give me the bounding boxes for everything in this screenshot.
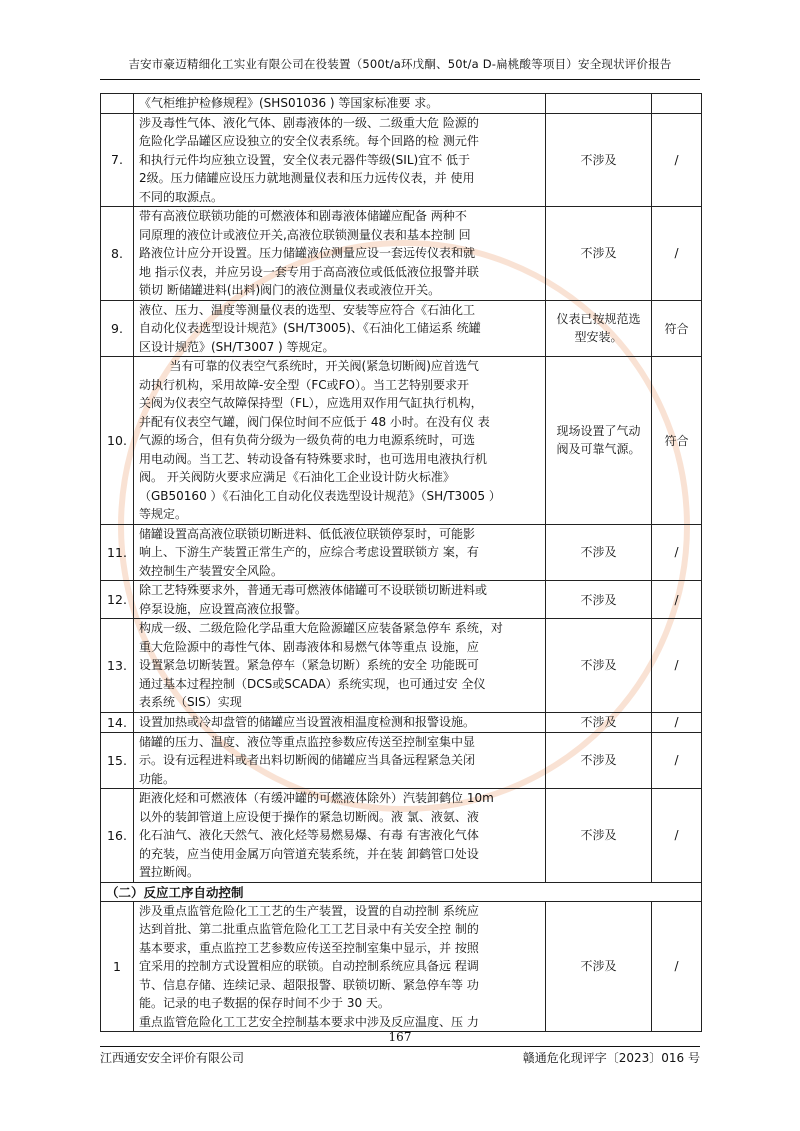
requirement-line: 地 指示仪表，并应另设一套专用于高高液位或低低液位报警并联 bbox=[139, 264, 479, 279]
evaluation-result: / bbox=[652, 113, 702, 207]
requirement-text bbox=[134, 300, 546, 357]
requirement-line: 重点监管危险化工工艺安全控制基本要求中涉及反应温度、压 力 bbox=[139, 1014, 479, 1029]
table-row bbox=[101, 113, 702, 207]
requirement-line: 液位、压力、温度等测量仪表的选型、安装等应符合《石油化工 bbox=[139, 302, 476, 317]
requirement-text bbox=[134, 619, 546, 713]
requirement-line: 《气柜维护检修规程》(SHS01036 ) 等国家标准要 求。 bbox=[139, 96, 439, 110]
item-number: 9. bbox=[101, 300, 134, 357]
footer-report-number: 赣通危化现评字〔2023〕016 号 bbox=[522, 1051, 700, 1065]
table-row bbox=[101, 712, 702, 732]
actual-status: 不涉及 bbox=[546, 732, 652, 789]
evaluation-result: / bbox=[652, 901, 702, 1032]
item-number: 1 bbox=[101, 901, 134, 1032]
requirement-line: 和执行元件均应独立设置，安全仪表元器件等级(SIL)宜不 低于 bbox=[139, 152, 471, 167]
actual-status: 不涉及 bbox=[546, 207, 652, 301]
requirement-line: 距液化烃和可燃液体（有缓冲罐的可燃液体除外）汽装卸鹤位 10m bbox=[139, 791, 494, 805]
requirement-text bbox=[134, 207, 546, 301]
evaluation-result: / bbox=[652, 789, 702, 883]
item-number: 8. bbox=[101, 207, 134, 301]
requirement-line: 达到首批、第二批重点监管危险化工工艺目录中有关安全控 制的 bbox=[139, 922, 479, 936]
table-row bbox=[101, 357, 702, 525]
requirement-line: 区设计规范》(SH/T3007 ) 等规定。 bbox=[139, 339, 335, 354]
actual-status: 仪表已按规范选型安装。 bbox=[546, 300, 652, 357]
requirement-line: 储罐设置高高液位联锁切断进料、低低液位联锁停泵时，可能影 bbox=[139, 526, 476, 541]
requirement-line: 置拉断阀。 bbox=[139, 865, 200, 879]
evaluation-result: / bbox=[652, 732, 702, 789]
item-number: 13. bbox=[101, 619, 134, 713]
item-number: 15. bbox=[101, 732, 134, 789]
table-row bbox=[101, 732, 702, 789]
requirement-line: 用电动阀。当工艺、转动设备有特殊要求时，也可选用电液执行机 bbox=[139, 451, 488, 466]
item-number: 14. bbox=[101, 712, 134, 732]
table-row bbox=[101, 94, 702, 114]
requirement-line: 阀。 开关阀防火要求应满足《石油化工企业设计防火标准》 bbox=[139, 470, 455, 484]
requirement-line: 路液位计应分开设置。压力储罐液位测量应设一套远传仪表和就 bbox=[139, 246, 476, 260]
requirement-line: 除工艺特殊要求外，普通无毒可燃液体储罐可不设联锁切断进料或 bbox=[139, 583, 488, 597]
requirement-text bbox=[134, 901, 546, 1032]
requirement-line: 效控制生产装置安全风险。 bbox=[139, 563, 284, 578]
evaluation-result bbox=[652, 94, 702, 114]
requirement-line: 宜采用的控制方式设置相应的联锁。自动控制系统应具备远 程调 bbox=[139, 959, 479, 973]
evaluation-result: 符合 bbox=[652, 357, 702, 525]
requirement-line: 节、信息存储、连续记录、超限报警、联锁切断、紧急停车等 功 bbox=[139, 977, 479, 992]
requirement-line: 以外的装卸管道上应设便于操作的紧急切断阀。液 氯、液氨、液 bbox=[139, 809, 479, 824]
requirement-line: 同原理的液位计或液位开关,高液位联锁测量仪表和基本控制 回 bbox=[139, 227, 471, 242]
requirement-line: 涉及重点监管危险化工工艺的生产装置，设置的自动控制 系统应 bbox=[139, 903, 479, 918]
requirement-line: 关阀为仪表空气故障保持型（FL），应选用双作用气缸执行机构， bbox=[139, 396, 483, 410]
header-divider bbox=[100, 79, 700, 80]
table-row bbox=[101, 619, 702, 713]
requirement-line: 设置紧急切断装置。紧急停车（紧急切断）系统的安全 功能既可 bbox=[139, 658, 479, 672]
table-row bbox=[101, 524, 702, 581]
actual-status: 不涉及 bbox=[546, 712, 652, 732]
item-number: 16. bbox=[101, 789, 134, 883]
requirement-line: 基本要求，重点监控工艺参数应传送至控制室集中显示，并 按照 bbox=[139, 940, 479, 955]
section-row bbox=[101, 882, 702, 901]
item-number: 11. bbox=[101, 524, 134, 581]
requirement-line: 气源的场合，但有负荷分级为一级负荷的电力电源系统时，可选 bbox=[139, 433, 476, 447]
requirement-text bbox=[134, 712, 546, 732]
requirement-line: 功能。 bbox=[139, 771, 176, 786]
requirement-text bbox=[134, 94, 546, 114]
evaluation-result: / bbox=[652, 524, 702, 581]
requirement-line: 涉及毒性气体、液化气体、剧毒液体的一级、二级重大危 险源的 bbox=[139, 115, 479, 130]
evaluation-result: 符合 bbox=[652, 300, 702, 357]
table-row bbox=[101, 789, 702, 883]
requirement-line: 带有高液位联锁功能的可燃液体和剧毒液体储罐应配备 两种不 bbox=[139, 209, 467, 223]
footer-divider bbox=[100, 1046, 700, 1047]
requirement-line: 响上、下游生产装置正常生产的，应综合考虑设置联锁方 案，有 bbox=[139, 545, 479, 559]
report-header-title: 吉安市豪迈精细化工实业有限公司在役装置（500t/a环戊酮、50t/a D-扁桃酸等项目）安全现状评价报告 bbox=[128, 57, 672, 71]
requirement-line: 自动化仪表选型设计规范》(SH/T3005)、《石油化工储运系 统罐 bbox=[139, 321, 481, 335]
requirement-text bbox=[134, 789, 546, 883]
requirement-line: 停泵设施，应设置高液位报警。 bbox=[139, 601, 308, 616]
actual-status bbox=[546, 94, 652, 114]
requirement-line: 重大危险源中的毒性气体、剧毒液体和易燃气体等重点 设施，应 bbox=[139, 639, 479, 654]
requirement-text bbox=[134, 113, 546, 207]
requirement-line: 并配有仪表空气罐，阀门保位时间不应低于 48 小时。在没有仪 表 bbox=[139, 414, 490, 429]
table-row bbox=[101, 581, 702, 619]
requirement-line: 通过基本过程控制（DCS或SCADA）系统实现，也可通过安 全仪 bbox=[139, 676, 486, 691]
section-heading: （二）反应工序自动控制 bbox=[101, 882, 702, 901]
footer-company: 江西通安安全评价有限公司 bbox=[100, 1051, 245, 1065]
requirement-line: 化石油气、液化天然气、液化烃等易燃易爆、有毒 有害液化气体 bbox=[139, 828, 479, 842]
item-number: 12. bbox=[101, 581, 134, 619]
page-number: 167 bbox=[388, 1030, 412, 1044]
actual-status: 不涉及 bbox=[546, 524, 652, 581]
requirement-line: 能。记录的电子数据的保存时间不少于 30 天。 bbox=[139, 996, 390, 1010]
requirement-line: 等规定。 bbox=[139, 507, 188, 521]
table-row bbox=[101, 207, 702, 301]
evaluation-result: / bbox=[652, 619, 702, 713]
requirement-line: 储罐的压力、温度、液位等重点监控参数应传送至控制室集中显 bbox=[139, 734, 476, 749]
requirement-line: 不同的取源点。 bbox=[139, 189, 224, 204]
actual-status: 不涉及 bbox=[546, 581, 652, 619]
evaluation-table bbox=[100, 93, 702, 1032]
requirement-line: 示。设有远程进料或者出料切断阀的储罐应当具备远程紧急关闭 bbox=[139, 753, 476, 767]
requirement-line: 构成一级、二级危险化学品重大危险源罐区应装备紧急停车 系统，对 bbox=[139, 621, 503, 635]
requirement-line: 锁切 断储罐进料(出料)阀门的液位测量仪表或液位开关。 bbox=[139, 283, 441, 297]
requirement-text bbox=[134, 581, 546, 619]
evaluation-result: / bbox=[652, 581, 702, 619]
evaluation-result: / bbox=[652, 207, 702, 301]
requirement-text bbox=[134, 524, 546, 581]
actual-status: 不涉及 bbox=[546, 901, 652, 1032]
item-number bbox=[101, 94, 134, 114]
actual-status: 不涉及 bbox=[546, 619, 652, 713]
actual-status: 不涉及 bbox=[546, 789, 652, 883]
requirement-text bbox=[134, 357, 546, 525]
item-number: 10. bbox=[101, 357, 134, 525]
table-row bbox=[101, 300, 702, 357]
requirement-text bbox=[134, 732, 546, 789]
table-row bbox=[101, 901, 702, 1032]
actual-status: 现场设置了气动阀及可靠气源。 bbox=[546, 357, 652, 525]
requirement-line: （GB50160 ）《石油化工自动化仪表选型设计规范》（SH/T3005 ） bbox=[139, 488, 501, 503]
actual-status: 不涉及 bbox=[546, 113, 652, 207]
item-number: 7. bbox=[101, 113, 134, 207]
requirement-line: 的充装，应当使用金属万向管道充装系统，并在装 卸鹤管口处设 bbox=[139, 846, 479, 861]
requirement-line: 危险化学品罐区应设独立的安全仪表系统。每个回路的检 测元件 bbox=[139, 134, 479, 148]
requirement-line: 2级。压力储罐应设压力就地测量仪表和压力远传仪表，并 使用 bbox=[139, 171, 475, 185]
requirement-line: 设置加热或冷却盘管的储罐应当设置液相温度检测和报警设施。 bbox=[139, 714, 476, 729]
requirement-line: 当有可靠的仪表空气系统时，开关阀(紧急切断阀)应首选气 bbox=[139, 359, 479, 373]
evaluation-result: / bbox=[652, 712, 702, 732]
requirement-line: 动执行机构，采用故障-安全型（FC或FO）。当工艺特别要求开 bbox=[139, 377, 469, 392]
requirement-line: 表系统（SIS）实现 bbox=[139, 695, 242, 709]
